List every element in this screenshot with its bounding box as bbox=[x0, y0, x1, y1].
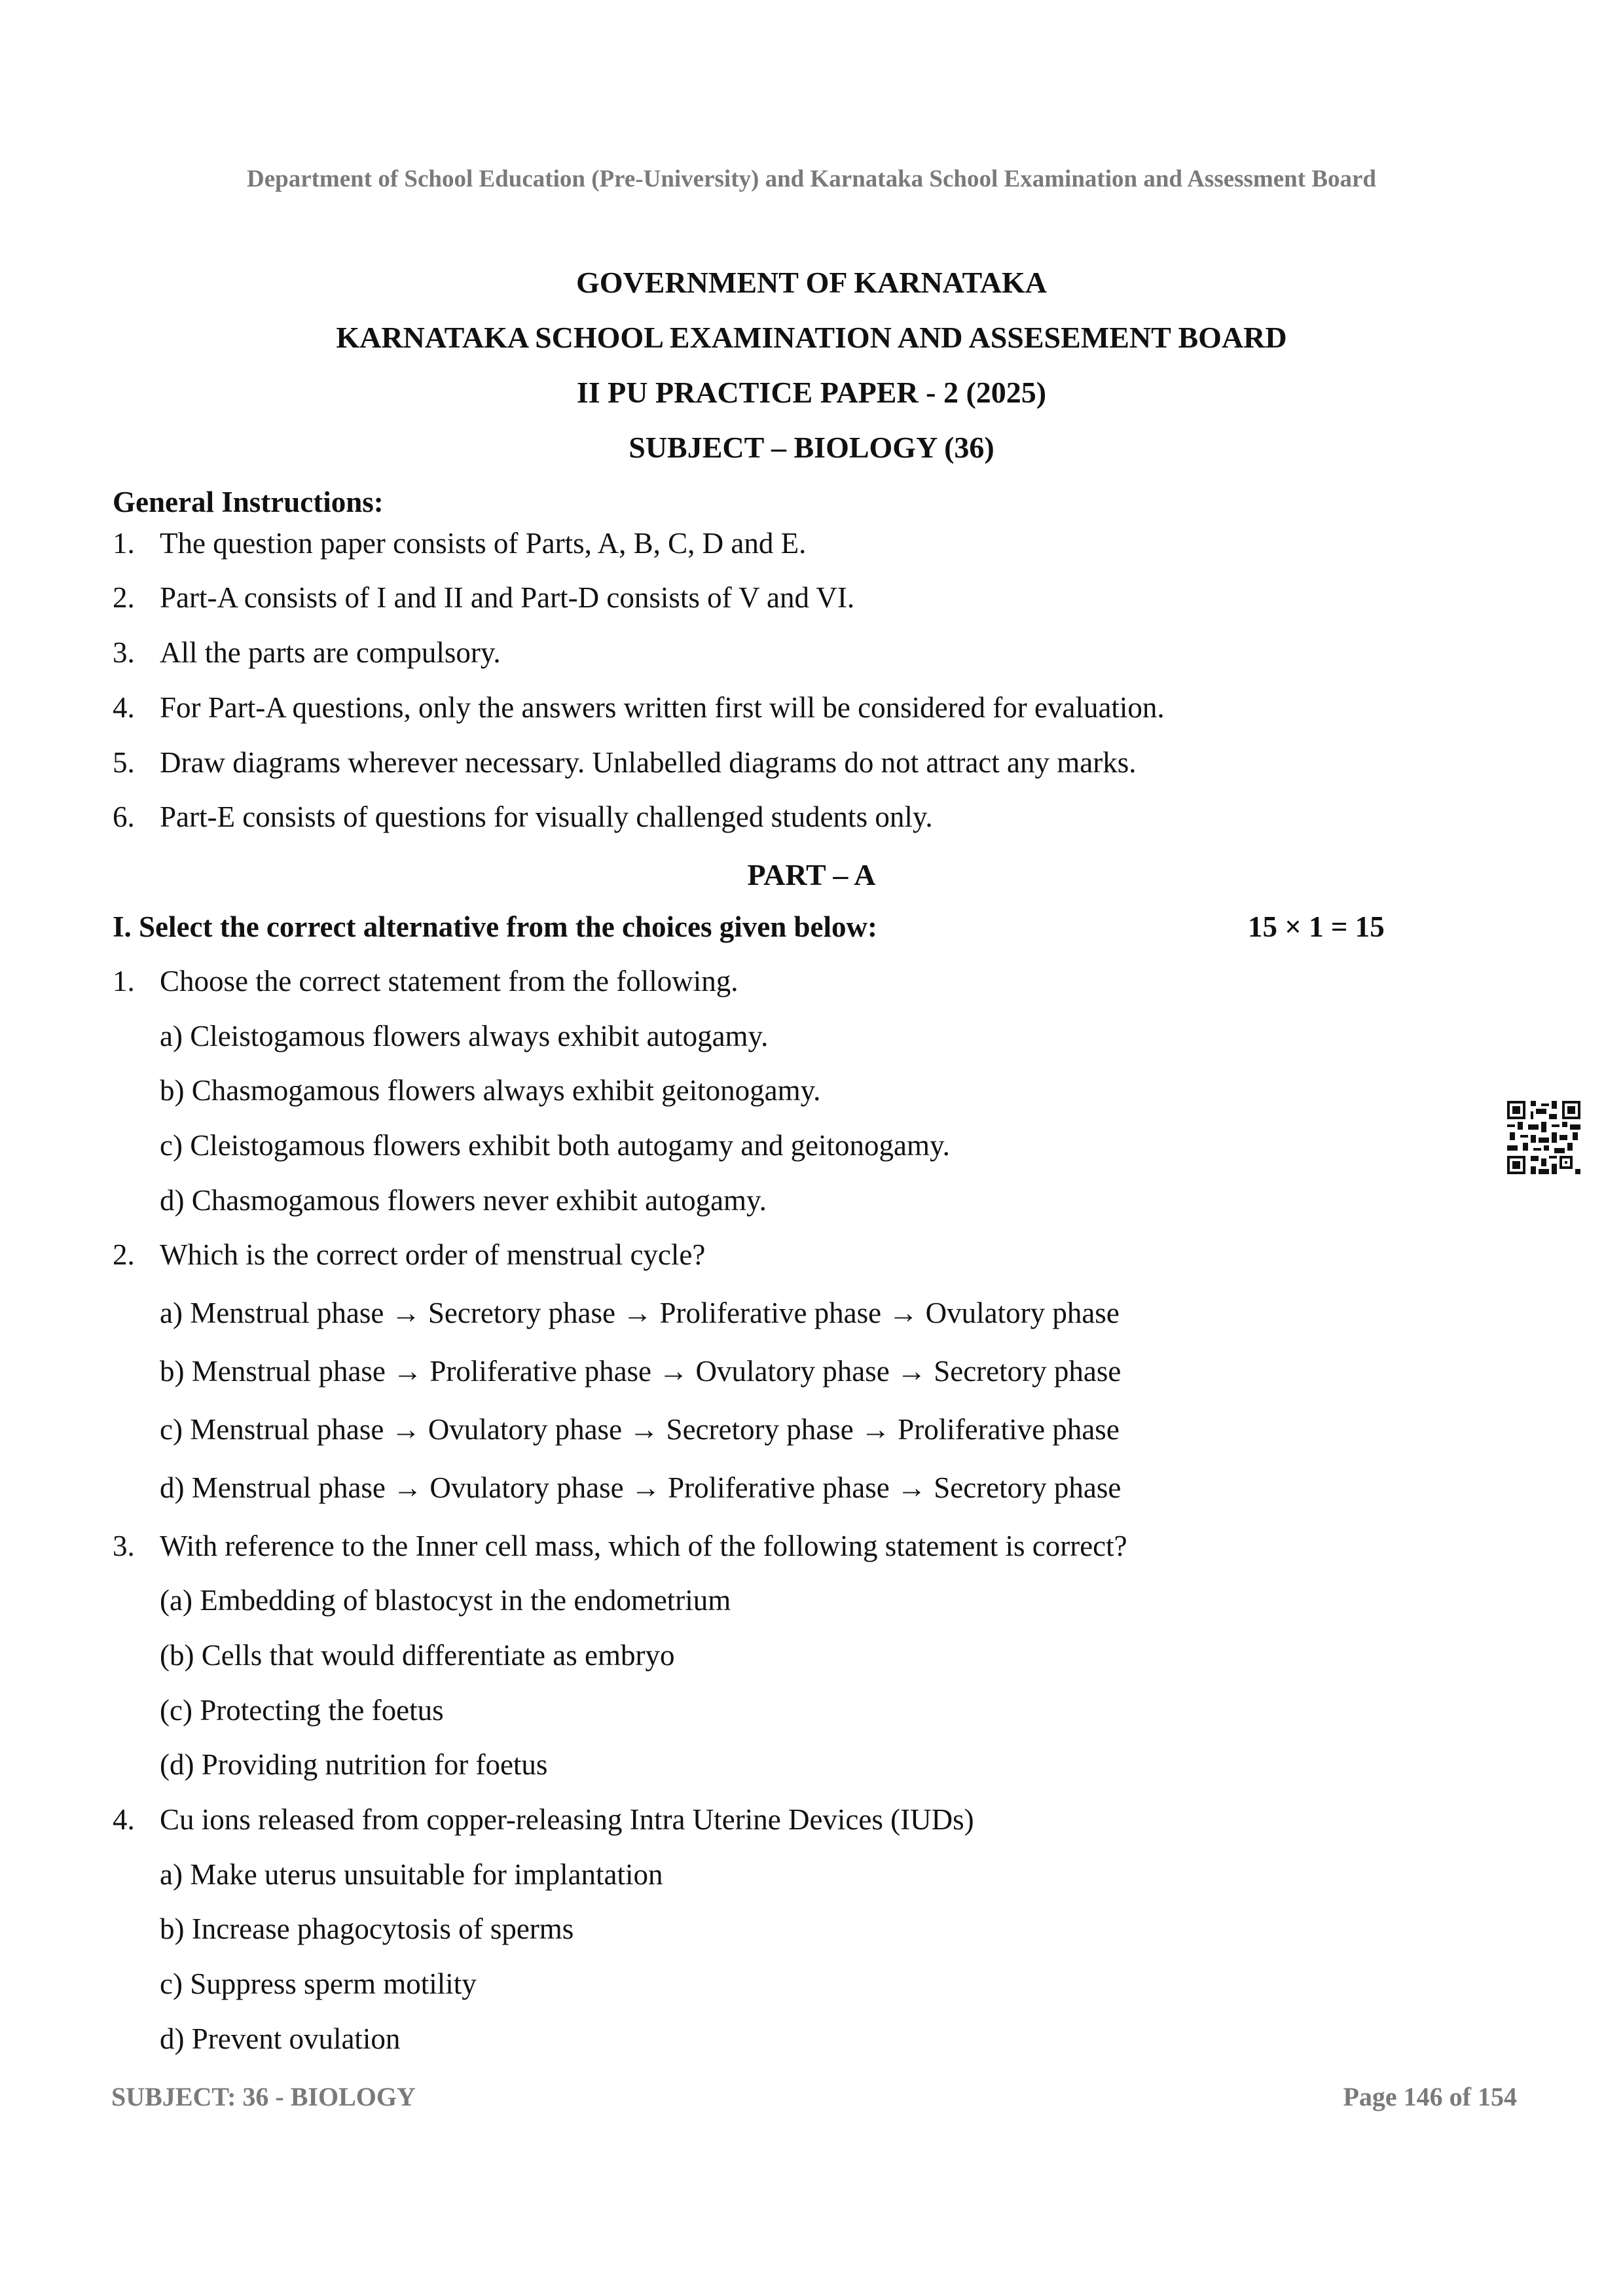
option: d) Prevent ovulation bbox=[160, 2022, 401, 2055]
instruction-text: All the parts are compulsory. bbox=[160, 636, 501, 669]
option: b) Chasmogamous flowers always exhibit geitonogamy. bbox=[160, 1074, 821, 1107]
question bbox=[113, 1805, 974, 1835]
footer-subject: SUBJECT: 36 - BIOLOGY bbox=[111, 2082, 416, 2111]
section-title: I. Select the correct alternative from the choices given below: bbox=[113, 910, 877, 943]
question bbox=[113, 1240, 705, 1270]
instruction-number: 2. bbox=[113, 581, 135, 614]
question-text: With reference to the Inner cell mass, which of the following statement is correct? bbox=[160, 1530, 1127, 1562]
question-text: Which is the correct order of menstrual cycle? bbox=[160, 1238, 706, 1271]
option: b) Menstrual phase → Proliferative phase → Ovulatory phase → Secretory phase bbox=[160, 1355, 1122, 1388]
instruction-item bbox=[113, 693, 1165, 723]
option: b) Increase phagocytosis of sperms bbox=[160, 1912, 574, 1945]
option: c) Menstrual phase → Ovulatory phase → Secretory phase → Proliferative phase bbox=[160, 1413, 1120, 1446]
instruction-item bbox=[113, 748, 1137, 778]
instruction-item bbox=[113, 638, 501, 668]
instruction-number: 6. bbox=[113, 800, 135, 833]
footer-page-number: Page 146 of 154 bbox=[1343, 2082, 1517, 2111]
option: d) Chasmogamous flowers never exhibit autogamy. bbox=[160, 1184, 767, 1217]
option: (d) Providing nutrition for foetus bbox=[160, 1748, 548, 1781]
question bbox=[113, 967, 739, 996]
option: c) Cleistogamous flowers exhibit both autogamy and geitonogamy. bbox=[160, 1129, 950, 1162]
instruction-item bbox=[113, 583, 854, 613]
instruction-number: 1. bbox=[113, 527, 135, 560]
title-government: GOVERNMENT OF KARNATAKA bbox=[576, 266, 1047, 299]
instruction-text: Part-A consists of I and II and Part-D consists of V and VI. bbox=[160, 581, 855, 614]
instructions-heading: General Instructions: bbox=[113, 486, 384, 518]
instruction-item bbox=[113, 529, 806, 558]
section-marks: 15 × 1 = 15 bbox=[1248, 910, 1385, 943]
question-number: 1. bbox=[113, 965, 135, 997]
title-subject: SUBJECT – BIOLOGY (36) bbox=[629, 431, 994, 464]
question-number: 3. bbox=[113, 1530, 135, 1562]
option: d) Menstrual phase → Ovulatory phase → Proliferative phase → Secretory phase bbox=[160, 1471, 1122, 1504]
option: (b) Cells that would differentiate as embryo bbox=[160, 1639, 675, 1672]
question-number: 4. bbox=[113, 1803, 135, 1836]
instruction-item bbox=[113, 802, 933, 832]
instruction-text: Draw diagrams wherever necessary. Unlabelled diagrams do not attract any marks. bbox=[160, 746, 1137, 779]
instruction-text: For Part-A questions, only the answers written first will be considered for evaluation. bbox=[160, 691, 1165, 724]
part-a-heading: PART – A bbox=[747, 858, 876, 891]
instruction-number: 4. bbox=[113, 691, 135, 724]
option: a) Make uterus unsuitable for implantation bbox=[160, 1858, 663, 1891]
title-board: KARNATAKA SCHOOL EXAMINATION AND ASSESEMENT BOARD bbox=[336, 321, 1287, 354]
instruction-number: 3. bbox=[113, 636, 135, 669]
question-text: Choose the correct statement from the following. bbox=[160, 965, 739, 997]
question-number: 2. bbox=[113, 1238, 135, 1271]
title-paper: II PU PRACTICE PAPER - 2 (2025) bbox=[576, 376, 1047, 409]
question-text: Cu ions released from copper-releasing Intra Uterine Devices (IUDs) bbox=[160, 1803, 974, 1836]
option: (a) Embedding of blastocyst in the endometrium bbox=[160, 1584, 731, 1617]
instruction-text: Part-E consists of questions for visually challenged students only. bbox=[160, 800, 933, 833]
option: c) Suppress sperm motility bbox=[160, 1967, 477, 2000]
instruction-number: 5. bbox=[113, 746, 135, 779]
option: a) Cleistogamous flowers always exhibit autogamy. bbox=[160, 1020, 769, 1052]
question bbox=[113, 1532, 1127, 1561]
department-header: Department of School Education (Pre-University) and Karnataka School Examination and Assessment Board bbox=[246, 166, 1377, 192]
option: (c) Protecting the foetus bbox=[160, 1694, 444, 1727]
qr-code-icon bbox=[1507, 1101, 1580, 1174]
option: a) Menstrual phase → Secretory phase → Proliferative phase → Ovulatory phase bbox=[160, 1297, 1120, 1329]
instruction-text: The question paper consists of Parts, A, B, C, D and E. bbox=[160, 527, 807, 560]
